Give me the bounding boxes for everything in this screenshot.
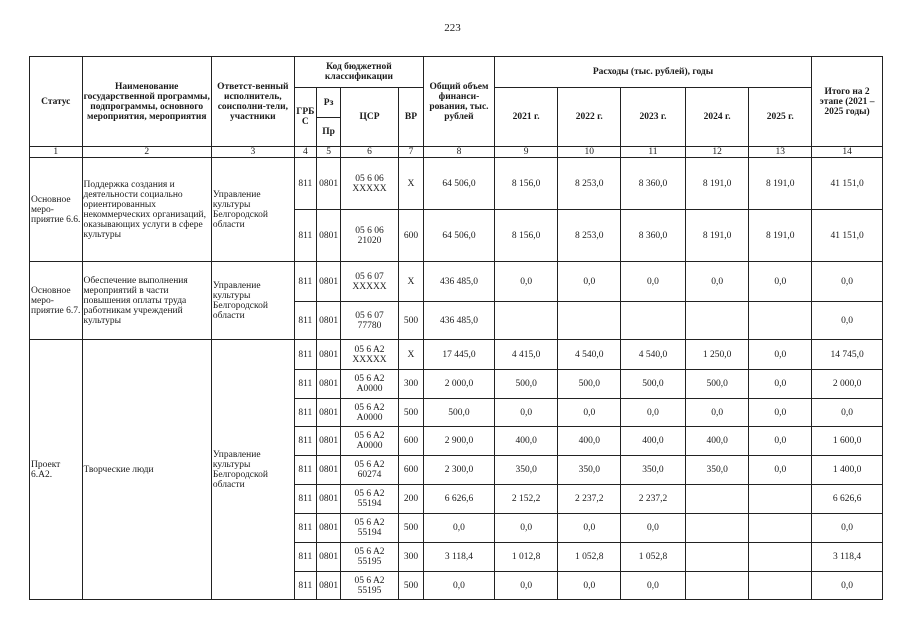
header-executor: Ответст-венный исполнитель, соисполни-тели, участники	[211, 57, 294, 147]
grbs-cell: 811	[294, 543, 316, 572]
rzpr-cell: 0801	[316, 262, 340, 302]
column-number: 2	[82, 147, 211, 158]
year-2024-cell: 0,0	[685, 399, 749, 427]
vr-cell: 500	[398, 572, 423, 600]
year-2023-cell: 8 360,0	[621, 210, 686, 262]
rzpr-cell: 0801	[316, 485, 340, 514]
year-2022-cell: 500,0	[558, 370, 621, 399]
year-2021-cell: 1 012,8	[494, 543, 558, 572]
vr-cell: 600	[398, 427, 423, 456]
csr-cell: 05 6 A2 55194	[341, 485, 399, 514]
csr-cell: 05 6 06 21020	[341, 210, 399, 262]
column-number: 13	[749, 147, 812, 158]
column-number: 10	[558, 147, 621, 158]
csr-cell: 05 6 A2 55195	[341, 572, 399, 600]
csr-cell: 05 6 06 XXXXX	[341, 158, 399, 210]
itogo-cell: 0,0	[812, 262, 883, 302]
grbs-cell: 811	[294, 340, 316, 370]
rzpr-cell: 0801	[316, 399, 340, 427]
year-2021-cell: 0,0	[494, 572, 558, 600]
year-2023-cell: 1 052,8	[621, 543, 686, 572]
year-2021-cell: 4 415,0	[494, 340, 558, 370]
csr-cell: 05 6 A2 XXXXX	[341, 340, 399, 370]
column-number: 8	[424, 147, 495, 158]
rzpr-cell: 0801	[316, 427, 340, 456]
year-2025-cell: 0,0	[749, 456, 812, 485]
column-number: 7	[398, 147, 423, 158]
year-2022-cell: 400,0	[558, 427, 621, 456]
year-2022-cell: 0,0	[558, 399, 621, 427]
year-2022-cell: 8 253,0	[558, 158, 621, 210]
total-cell: 17 445,0	[424, 340, 495, 370]
year-2024-cell: 8 191,0	[685, 158, 749, 210]
itogo-cell: 3 118,4	[812, 543, 883, 572]
year-2021-cell: 350,0	[494, 456, 558, 485]
header-name: Наименование государственной программы, подпрограммы, основного мероприятия, мероприятия	[82, 57, 211, 147]
year-2024-cell	[685, 514, 749, 543]
year-2022-cell: 2 237,2	[558, 485, 621, 514]
itogo-cell: 14 745,0	[812, 340, 883, 370]
year-2024-cell: 1 250,0	[685, 340, 749, 370]
rzpr-cell: 0801	[316, 340, 340, 370]
header-year-2021: 2021 г.	[494, 88, 558, 147]
table-row	[30, 158, 883, 210]
table-row	[30, 262, 883, 302]
header-rz: Рз	[316, 88, 340, 118]
column-number-row	[30, 147, 883, 158]
year-2025-cell	[749, 302, 812, 340]
status-cell: Основное меро-приятие 6.6.	[30, 158, 83, 262]
year-2025-cell: 0,0	[749, 370, 812, 399]
year-2024-cell	[685, 543, 749, 572]
status-cell: Основное меро-приятие 6.7.	[30, 262, 83, 340]
header-expenses: Расходы (тыс. рублей), годы	[494, 57, 811, 88]
csr-cell: 05 6 A2 55194	[341, 514, 399, 543]
year-2023-cell: 400,0	[621, 427, 686, 456]
year-2025-cell	[749, 543, 812, 572]
year-2025-cell	[749, 572, 812, 600]
csr-cell: 05 6 A2 A0000	[341, 370, 399, 399]
grbs-cell: 811	[294, 514, 316, 543]
year-2024-cell: 8 191,0	[685, 210, 749, 262]
header-year-2023: 2023 г.	[621, 88, 686, 147]
year-2025-cell: 0,0	[749, 427, 812, 456]
vr-cell: 500	[398, 399, 423, 427]
year-2024-cell: 500,0	[685, 370, 749, 399]
itogo-cell: 0,0	[812, 302, 883, 340]
itogo-cell: 1 600,0	[812, 427, 883, 456]
year-2021-cell: 8 156,0	[494, 210, 558, 262]
column-number: 4	[294, 147, 316, 158]
year-2025-cell	[749, 514, 812, 543]
csr-cell: 05 6 A2 A0000	[341, 427, 399, 456]
itogo-cell: 2 000,0	[812, 370, 883, 399]
vr-cell: 600	[398, 456, 423, 485]
csr-cell: 05 6 07 77780	[341, 302, 399, 340]
itogo-cell: 6 626,6	[812, 485, 883, 514]
year-2022-cell: 8 253,0	[558, 210, 621, 262]
csr-cell: 05 6 A2 60274	[341, 456, 399, 485]
column-number: 12	[685, 147, 749, 158]
rzpr-cell: 0801	[316, 370, 340, 399]
total-cell: 2 900,0	[424, 427, 495, 456]
itogo-cell: 41 151,0	[812, 210, 883, 262]
rzpr-cell: 0801	[316, 158, 340, 210]
header-year-2025: 2025 г.	[749, 88, 812, 147]
name-cell: Обеспечение выполнения мероприятий в части повышения оплаты труда работникам учреждений культуры	[82, 262, 211, 340]
year-2025-cell: 8 191,0	[749, 210, 812, 262]
itogo-cell: 0,0	[812, 514, 883, 543]
rzpr-cell: 0801	[316, 210, 340, 262]
vr-cell: 500	[398, 514, 423, 543]
year-2021-cell	[494, 302, 558, 340]
total-cell: 64 506,0	[424, 210, 495, 262]
grbs-cell: 811	[294, 210, 316, 262]
total-cell: 2 300,0	[424, 456, 495, 485]
executor-cell: Управление культуры Белгородской области	[211, 158, 294, 262]
year-2023-cell: 0,0	[621, 262, 686, 302]
grbs-cell: 811	[294, 456, 316, 485]
year-2024-cell: 0,0	[685, 262, 749, 302]
year-2022-cell: 0,0	[558, 262, 621, 302]
header-itogo: Итого на 2 этапе (2021 – 2025 годы)	[812, 57, 883, 147]
header-total-volume: Общий объем финанси-рования, тыс. рублей	[424, 57, 495, 147]
column-number: 11	[621, 147, 686, 158]
column-number: 14	[812, 147, 883, 158]
page-number: 223	[444, 22, 461, 34]
year-2022-cell: 350,0	[558, 456, 621, 485]
total-cell: 2 000,0	[424, 370, 495, 399]
total-cell: 0,0	[424, 572, 495, 600]
rzpr-cell: 0801	[316, 302, 340, 340]
column-number: 6	[341, 147, 399, 158]
column-number: 5	[316, 147, 340, 158]
rzpr-cell: 0801	[316, 572, 340, 600]
year-2023-cell: 8 360,0	[621, 158, 686, 210]
grbs-cell: 811	[294, 370, 316, 399]
year-2021-cell: 0,0	[494, 399, 558, 427]
year-2024-cell	[685, 572, 749, 600]
column-number: 9	[494, 147, 558, 158]
grbs-cell: 811	[294, 572, 316, 600]
year-2025-cell: 0,0	[749, 340, 812, 370]
header-pr: Пр	[316, 118, 340, 147]
year-2025-cell	[749, 485, 812, 514]
year-2023-cell: 500,0	[621, 370, 686, 399]
rzpr-cell: 0801	[316, 543, 340, 572]
total-cell: 3 118,4	[424, 543, 495, 572]
year-2025-cell: 0,0	[749, 399, 812, 427]
grbs-cell: 811	[294, 302, 316, 340]
total-cell: 500,0	[424, 399, 495, 427]
header-status: Статус	[30, 57, 83, 147]
status-cell: Проект 6.А2.	[30, 340, 83, 600]
itogo-cell: 0,0	[812, 572, 883, 600]
year-2024-cell: 350,0	[685, 456, 749, 485]
header-budget-code: Код бюджетной классификации	[294, 57, 423, 88]
total-cell: 64 506,0	[424, 158, 495, 210]
executor-cell: Управление культуры Белгородской области	[211, 262, 294, 340]
vr-cell: X	[398, 340, 423, 370]
year-2023-cell: 0,0	[621, 514, 686, 543]
year-2023-cell: 0,0	[621, 572, 686, 600]
year-2021-cell: 0,0	[494, 262, 558, 302]
year-2021-cell: 500,0	[494, 370, 558, 399]
year-2023-cell: 2 237,2	[621, 485, 686, 514]
grbs-cell: 811	[294, 427, 316, 456]
year-2022-cell: 0,0	[558, 514, 621, 543]
vr-cell: 300	[398, 543, 423, 572]
vr-cell: 500	[398, 302, 423, 340]
rzpr-cell: 0801	[316, 456, 340, 485]
year-2025-cell: 0,0	[749, 262, 812, 302]
year-2024-cell	[685, 302, 749, 340]
column-number: 1	[30, 147, 83, 158]
header-year-2024: 2024 г.	[685, 88, 749, 147]
rzpr-cell: 0801	[316, 514, 340, 543]
csr-cell: 05 6 07 XXXXX	[341, 262, 399, 302]
year-2022-cell: 1 052,8	[558, 543, 621, 572]
year-2024-cell	[685, 485, 749, 514]
total-cell: 6 626,6	[424, 485, 495, 514]
grbs-cell: 811	[294, 399, 316, 427]
executor-cell: Управление культуры Белгородской области	[211, 340, 294, 600]
table-row	[30, 340, 883, 370]
vr-cell: 300	[398, 370, 423, 399]
itogo-cell: 41 151,0	[812, 158, 883, 210]
grbs-cell: 811	[294, 158, 316, 210]
year-2023-cell	[621, 302, 686, 340]
column-number: 3	[211, 147, 294, 158]
year-2021-cell: 2 152,2	[494, 485, 558, 514]
total-cell: 436 485,0	[424, 262, 495, 302]
year-2021-cell: 0,0	[494, 514, 558, 543]
year-2021-cell: 400,0	[494, 427, 558, 456]
header-year-2022: 2022 г.	[558, 88, 621, 147]
budget-table	[29, 56, 883, 600]
itogo-cell: 0,0	[812, 399, 883, 427]
grbs-cell: 811	[294, 262, 316, 302]
year-2024-cell: 400,0	[685, 427, 749, 456]
csr-cell: 05 6 A2 55195	[341, 543, 399, 572]
vr-cell: 600	[398, 210, 423, 262]
year-2023-cell: 350,0	[621, 456, 686, 485]
total-cell: 0,0	[424, 514, 495, 543]
vr-cell: 200	[398, 485, 423, 514]
year-2022-cell: 4 540,0	[558, 340, 621, 370]
header-csr: ЦСР	[341, 88, 399, 147]
grbs-cell: 811	[294, 485, 316, 514]
year-2023-cell: 4 540,0	[621, 340, 686, 370]
year-2021-cell: 8 156,0	[494, 158, 558, 210]
year-2023-cell: 0,0	[621, 399, 686, 427]
year-2022-cell	[558, 302, 621, 340]
year-2025-cell: 8 191,0	[749, 158, 812, 210]
name-cell: Поддержка создания и деятельности социально ориентированных некоммерческих организаций, оказывающих услуги в сфере культуры	[82, 158, 211, 262]
vr-cell: X	[398, 158, 423, 210]
name-cell: Творческие люди	[82, 340, 211, 600]
itogo-cell: 1 400,0	[812, 456, 883, 485]
vr-cell: X	[398, 262, 423, 302]
csr-cell: 05 6 A2 A0000	[341, 399, 399, 427]
header-vr: ВР	[398, 88, 423, 147]
year-2022-cell: 0,0	[558, 572, 621, 600]
total-cell: 436 485,0	[424, 302, 495, 340]
header-grbs: ГРБ С	[294, 88, 316, 147]
